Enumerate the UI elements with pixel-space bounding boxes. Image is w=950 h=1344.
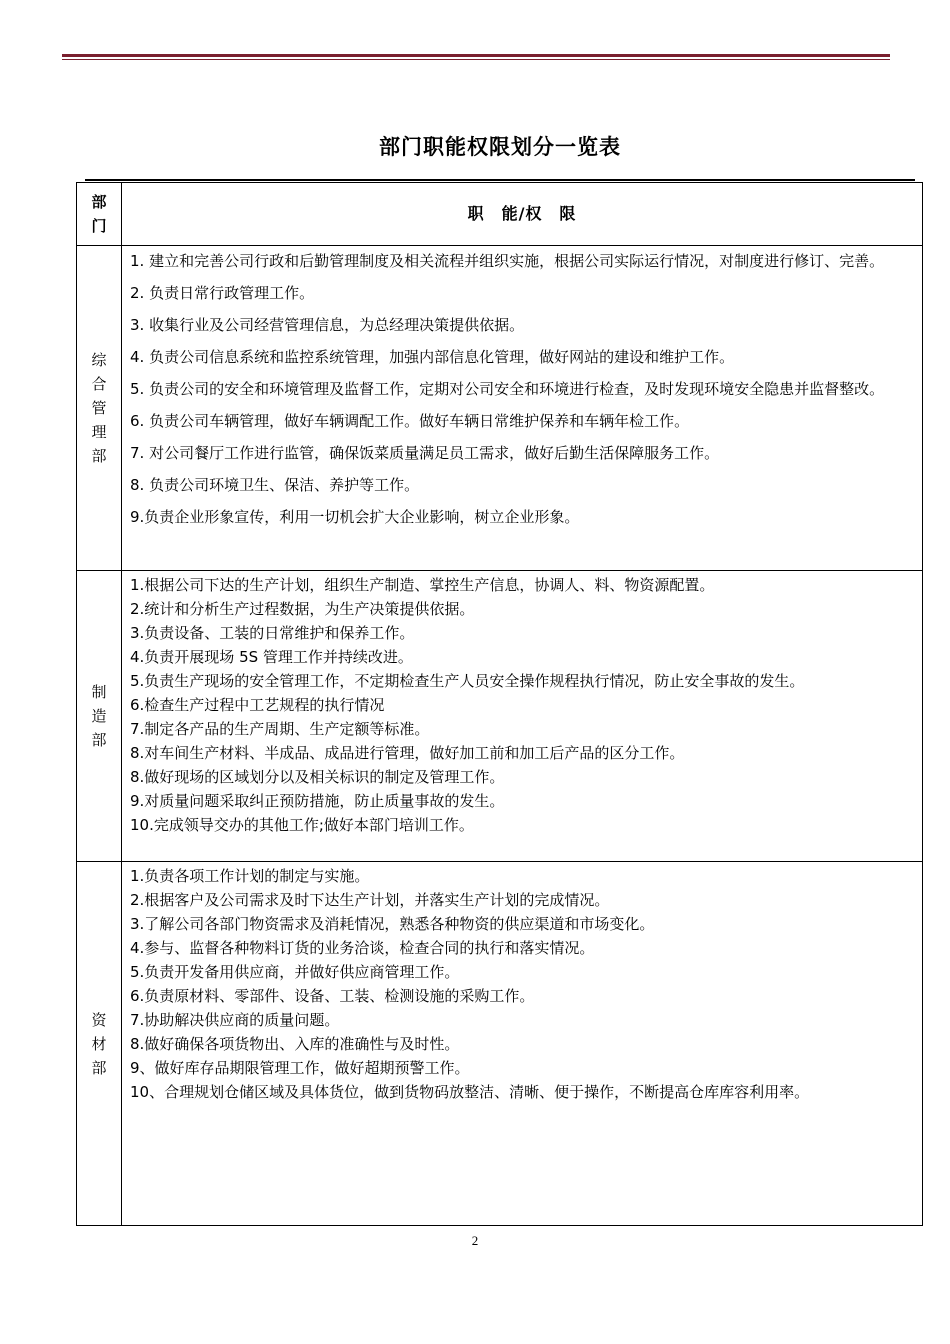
list-item: 6. 负责公司车辆管理，做好车辆调配工作。做好车辆日常维护保养和车辆年检工作。 [130, 412, 690, 430]
list-item: 7. 对公司餐厅工作进行监管，确保饭菜质量满足员工需求，做好后勤生活保障服务工作。 [130, 444, 720, 462]
header-dept-label [77, 190, 121, 238]
list-item: 9、做好库存品期限管理工作，做好超期预警工作。 [130, 1059, 470, 1077]
dept-char: 制 [91, 683, 107, 701]
list-item: 10、合理规划仓储区域及具体货位，做到货物码放整洁、清晰、便于操作，不断提高仓库库容利用率。 [130, 1083, 810, 1101]
list-item: 2.统计和分析生产过程数据，为生产决策提供依据。 [130, 600, 475, 618]
list-item: 9.对质量问题采取纠正预防措施，防止质量事故的发生。 [130, 792, 505, 810]
dept-cell [77, 571, 122, 862]
list-item: 8.对车间生产材料、半成品、成品进行管理，做好加工前和加工后产品的区分工作。 [130, 744, 685, 762]
list-item: 3.了解公司各部门物资需求及消耗情况，熟悉各种物资的供应渠道和市场变化。 [130, 915, 655, 933]
list-item: 8. 负责公司环境卫生、保洁、养护等工作。 [130, 476, 420, 494]
dept-char: 造 [91, 707, 107, 725]
dept-label [77, 680, 121, 752]
table-header-row [77, 183, 923, 246]
list-item: 8.做好确保各项货物出、入库的准确性与及时性。 [130, 1035, 460, 1053]
dept-char: 资 [91, 1010, 107, 1029]
list-item: 1. 建立和完善公司行政和后勤管理制度及相关流程并组织实施，根据公司实际运行情况，对制度进行修订、完善。 [130, 252, 885, 270]
list-item: 9.负责企业形象宣传，利用一切机会扩大企业影响，树立企业形象。 [130, 508, 580, 526]
list-item: 6.负责原材料、零部件、设备、工装、检测设施的采购工作。 [130, 987, 535, 1005]
table-row-manufacturing [77, 571, 923, 862]
list-item: 7.制定各产品的生产周期、生产定额等标准。 [130, 720, 430, 738]
function-table [76, 182, 923, 1226]
dept-cell [77, 862, 122, 1226]
items-cell [122, 571, 923, 862]
list-item: 1.根据公司下达的生产计划，组织生产制造、掌控生产信息，协调人、料、物资源配置。 [130, 576, 715, 594]
list-item: 4. 负责公司信息系统和监控系统管理，加强内部信息化管理，做好网站的建设和维护工作。 [130, 348, 735, 366]
dept-char: 部 [91, 1058, 107, 1077]
dept-char: 合 [91, 375, 107, 393]
dept-char: 门 [91, 217, 107, 235]
list-item: 6.检查生产过程中工艺规程的执行情况 [130, 696, 385, 714]
dept-char: 部 [91, 731, 107, 749]
list-item: 10.完成领导交办的其他工作;做好本部门培训工作。 [130, 816, 474, 834]
header-rule-thin [62, 59, 890, 60]
list-item: 4.负责开展现场 5S 管理工作并持续改进。 [130, 648, 413, 666]
list-item: 3. 收集行业及公司经营管理信息，为总经理决策提供依据。 [130, 316, 525, 334]
header-dept-cell [77, 183, 122, 246]
items-cell [122, 246, 923, 571]
list-item: 2. 负责日常行政管理工作。 [130, 284, 315, 302]
header-func-cell: 职 能/权 限 [122, 183, 923, 246]
items-cell [122, 862, 923, 1226]
page-number: 2 [471, 1233, 479, 1248]
dept-cell [77, 246, 122, 571]
table-row-admin [77, 246, 923, 571]
list-item: 1.负责各项工作计划的制定与实施。 [130, 867, 370, 885]
list-item: 4.参与、监督各种物料订货的业务洽谈，检查合同的执行和落实情况。 [130, 939, 595, 957]
list-item: 5.负责开发备用供应商，并做好供应商管理工作。 [130, 963, 460, 981]
document-title: 部门职能权限划分一览表 [379, 135, 621, 159]
list-item: 8.做好现场的区域划分以及相关标识的制定及管理工作。 [130, 768, 505, 786]
table-row-materials [77, 862, 923, 1226]
header-rule-thick [62, 54, 890, 57]
dept-char: 部 [91, 447, 107, 465]
dept-char: 部 [91, 193, 107, 211]
list-item: 5. 负责公司的安全和环境管理及监督工作，定期对公司安全和环境进行检查，及时发现环境安全隐患并监督整改。 [130, 380, 885, 398]
dept-char: 理 [91, 423, 107, 441]
dept-label [77, 348, 121, 468]
list-item: 2.根据客户及公司需求及时下达生产计划，并落实生产计划的完成情况。 [130, 891, 610, 909]
list-item: 7.协助解决供应商的质量问题。 [130, 1011, 340, 1029]
table-top-rule [85, 179, 915, 181]
dept-char: 管 [91, 399, 107, 417]
list-item: 5.负责生产现场的安全管理工作，不定期检查生产人员安全操作规程执行情况，防止安全事故的发生。 [130, 672, 805, 690]
dept-char: 材 [91, 1034, 107, 1053]
dept-char: 综 [91, 351, 107, 369]
list-item: 3.负责设备、工装的日常维护和保养工作。 [130, 624, 415, 642]
dept-label [77, 1008, 121, 1080]
